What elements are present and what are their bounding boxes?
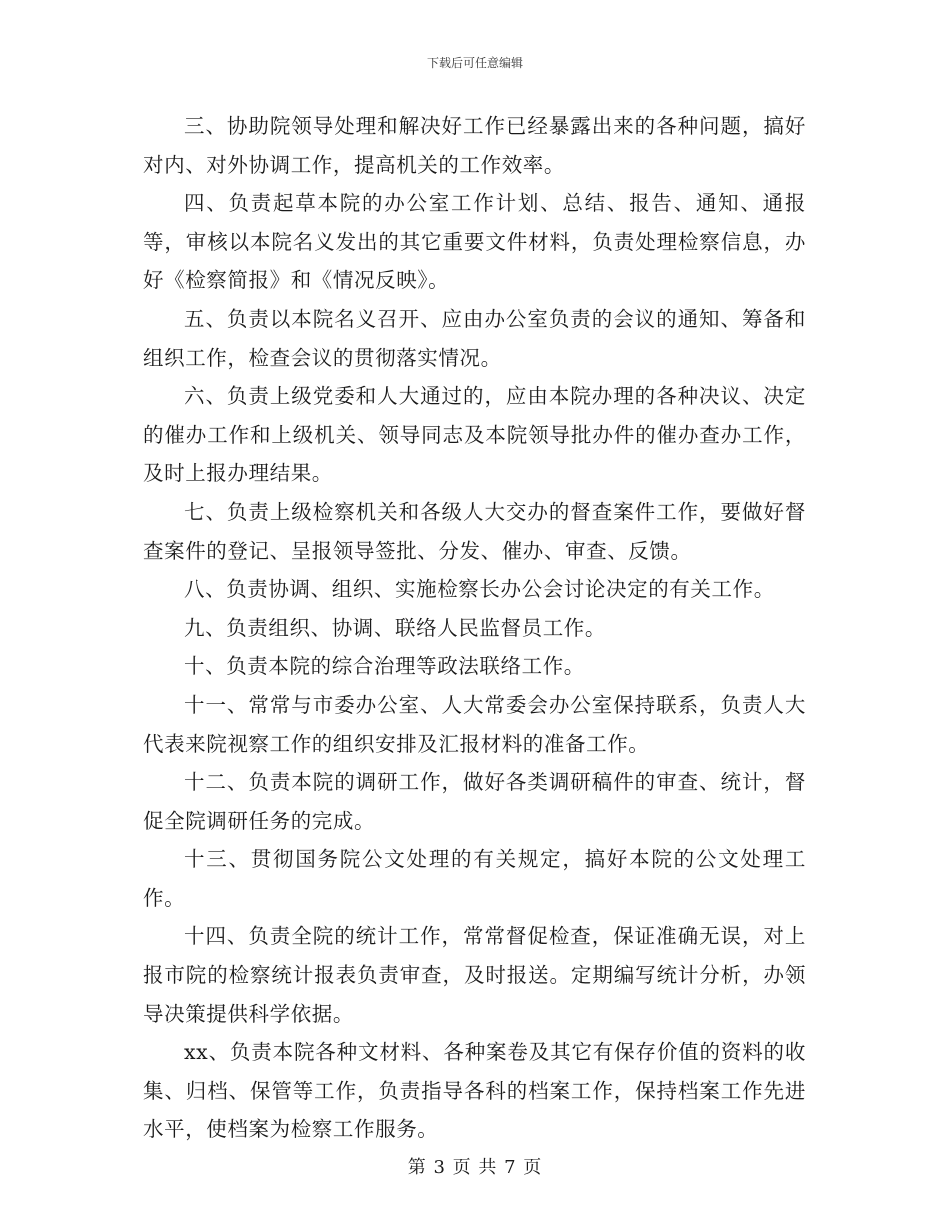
paragraph-3: 三、协助院领导处理和解决好工作已经暴露出来的各种问题，搞好对内、对外协调工作，提高机关的工作效率。 xyxy=(143,114,806,177)
paragraph-9: 九、负责组织、协调、联络人民监督员工作。 xyxy=(184,615,606,640)
paragraph-11: 十一、常常与市委办公室、人大常委会办公室保持联系，负责人大代表来院视察工作的组织安排及汇报材料的准备工作。 xyxy=(143,692,806,756)
paragraph-15: xx、负责本院各种文材料、各种案卷及其它有保存价值的资料的收集、归档、保管等工作，负责指导各科的档案工作，保持档案工作先进水平，使档案为检察工作服务。 xyxy=(143,1040,806,1142)
paragraph-6: 六、负责上级党委和人大通过的，应由本院办理的各种决议、决定的催办工作和上级机关、领导同志及本院领导批办件的催办查办工作，及时上报办理结果。 xyxy=(143,384,806,486)
page-number: 第 3 页 共 7 页 xyxy=(407,1157,543,1178)
page-header: 下载后可任意编辑 xyxy=(426,56,523,70)
paragraph-10: 十、负责本院的综合治理等政法联络工作。 xyxy=(184,654,585,679)
paragraph-14: 十四、负责全院的统计工作，常常督促检查，保证准确无误，对上报市院的检察统计报表负责审查，及时报送。定期编写统计分析，办领导决策提供科学依据。 xyxy=(143,924,806,1026)
paragraph-7: 七、负责上级检察机关和各级人大交办的督查案件工作，要做好督查案件的登记、呈报领导签批、分发、催办、审查、反馈。 xyxy=(143,499,806,563)
document-body xyxy=(143,107,806,1149)
paragraph-8: 八、负责协调、组织、实施检察长办公会讨论决定的有关工作。 xyxy=(184,577,775,602)
paragraph-5: 五、负责以本院名义召开、应由办公室负责的会议的通知、筹备和组织工作，检查会议的贯彻落实情况。 xyxy=(143,306,806,370)
paragraph-12: 十二、负责本院的调研工作，做好各类调研稿件的审查、统计，督促全院调研任务的完成。 xyxy=(143,770,806,833)
paragraph-13: 十三、贯彻国务院公文处理的有关规定，搞好本院的公文处理工作。 xyxy=(143,847,806,910)
paragraph-4: 四、负责起草本院的办公室工作计划、总结、报告、通知、通报等，审核以本院名义发出的其它重要文件材料，负责处理检察信息，办好《检察简报》和《情况反映》。 xyxy=(143,191,806,293)
